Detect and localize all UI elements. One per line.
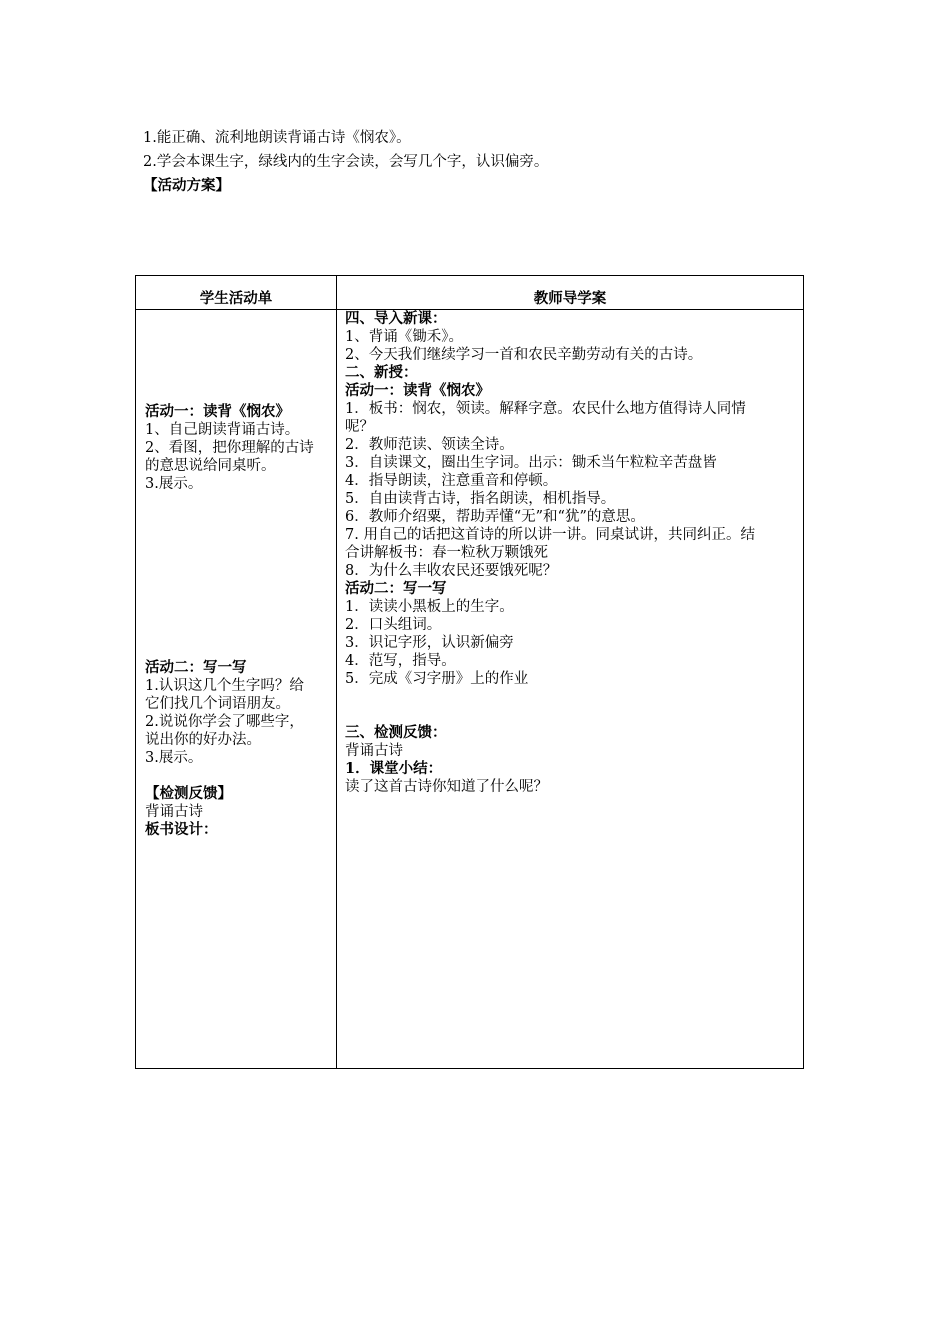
- list-item: 3.展示。: [145, 750, 203, 766]
- list-item: 2.说说你学会了哪些字，: [145, 714, 304, 730]
- plan-heading: 【活动方案】: [143, 177, 230, 194]
- objective-2: 2.学会本课生字，绿线内的生字会读，会写几个字，认识偏旁。: [143, 154, 549, 170]
- section-intro-title: 四、导入新课：: [345, 310, 447, 327]
- list-item: 2．教师范读、领读全诗。: [345, 437, 514, 453]
- summary-title: 1．课堂小结：: [345, 760, 443, 777]
- section-new-title: 二、新授：: [345, 364, 418, 381]
- list-item: 的意思说给同桌听。: [145, 458, 276, 474]
- list-item: 1.认识这几个生字吗？给: [145, 678, 304, 694]
- list-item: 4．范写，指导。: [345, 653, 456, 669]
- section-feedback-title: 三、检测反馈：: [345, 724, 447, 741]
- list-item: 1、背诵《锄禾》。: [345, 329, 463, 345]
- list-item: 呢？: [345, 419, 374, 435]
- activity1-title: 活动一：读背《悯农》: [145, 403, 290, 420]
- list-item: 说出你的好办法。: [145, 732, 261, 748]
- list-item: 4．指导朗读，注意重音和停顿。: [345, 473, 558, 489]
- column-divider: [336, 276, 337, 1068]
- list-item: 合讲解板书：春一粒秋万颗饿死: [345, 545, 548, 561]
- teacher-guide: [345, 310, 801, 796]
- student-activity-2: [145, 659, 333, 839]
- teacher-activity1-title: 活动一：读背《悯农》: [345, 382, 490, 399]
- student-activity-1: [145, 403, 333, 493]
- teacher-activity2-title: 活动二：写一写: [345, 580, 447, 597]
- list-item: 5．完成《习字册》上的作业: [345, 671, 529, 687]
- list-item: 3．识记字形，认识新偏旁: [345, 635, 514, 651]
- objective-1: 1.能正确、流利地朗读背诵古诗《悯农》。: [143, 130, 411, 146]
- list-item: 2、看图，把你理解的古诗: [145, 440, 314, 456]
- list-item: 1、自己朗读背诵古诗。: [145, 422, 300, 438]
- list-item: 1．板书：悯农，领读。解释字意。农民什么地方值得诗人同情: [345, 401, 746, 417]
- summary-line: 读了这首古诗你知道了什么呢？: [345, 779, 548, 795]
- list-item: 3．自读课文，圈出生字词。出示：锄禾当午粒粒辛苦盘皆: [345, 455, 717, 471]
- feedback-title: 【检测反馈】: [145, 785, 232, 802]
- list-item: 1．读读小黑板上的生字。: [345, 599, 514, 615]
- list-item: 2．口头组词。: [345, 617, 442, 633]
- list-item: 2、今天我们继续学习一首和农民辛勤劳动有关的古诗。: [345, 347, 703, 363]
- list-item: 3.展示。: [145, 476, 203, 492]
- header-student-activity: 学生活动单: [199, 290, 273, 307]
- lesson-table: [135, 275, 804, 1069]
- list-item: 8．为什么丰收农民还要饿死呢？: [345, 563, 558, 579]
- board-design-title: 板书设计：: [145, 821, 218, 838]
- list-item: 7. 用自己的话把这首诗的所以讲一讲。同桌试讲，共同纠正。结: [345, 527, 755, 543]
- list-item: 6．教师介绍粟，帮助弄懂“无”和“犹”的意思。: [345, 509, 645, 525]
- feedback-line: 背诵古诗: [345, 743, 403, 759]
- activity2-title: 活动二：写一写: [145, 659, 247, 676]
- list-item: 5．自由读背古诗，指名朗读，相机指导。: [345, 491, 616, 507]
- feedback-line: 背诵古诗: [145, 804, 203, 820]
- lesson-intro: [143, 127, 823, 199]
- header-teacher-guide: 教师导学案: [533, 290, 607, 307]
- list-item: 它们找几个词语朋友。: [145, 696, 290, 712]
